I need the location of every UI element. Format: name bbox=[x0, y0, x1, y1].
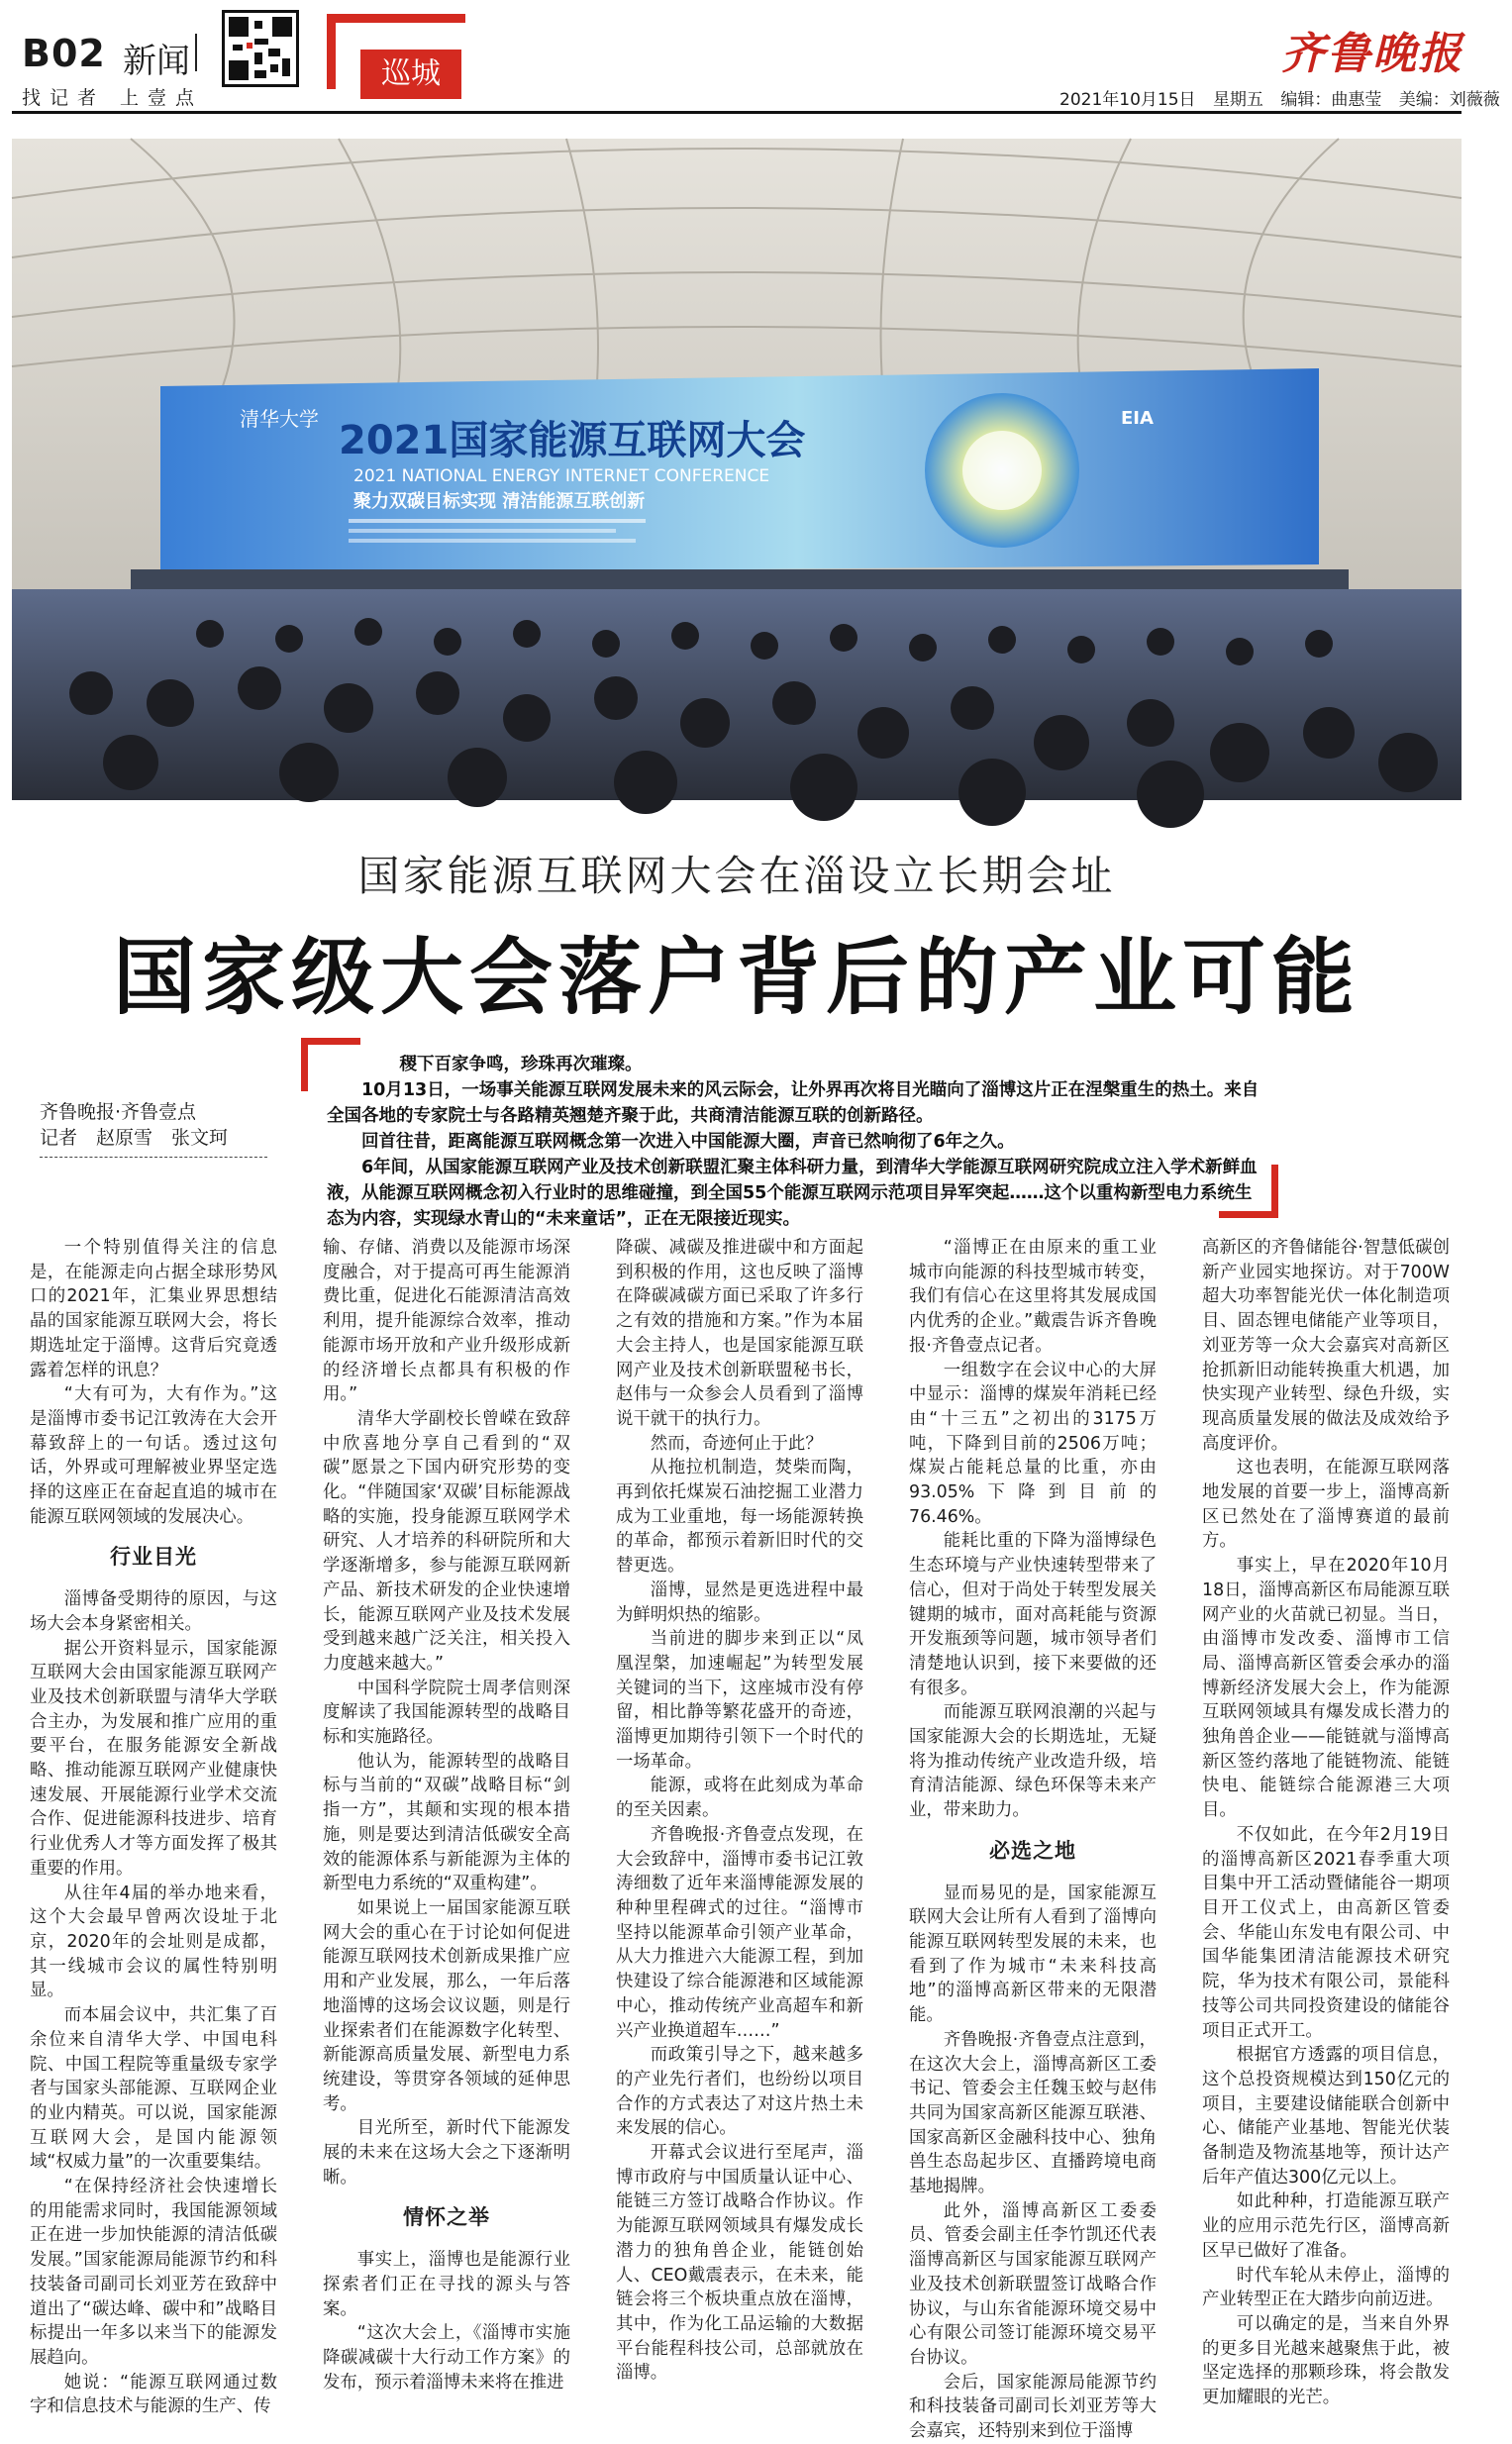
paragraph: “淄博正在由原来的重工业城市向能源的科技型城市转变，我们有信心在这里将其发展成国内优秀的企业。”戴震告诉齐鲁晚报·齐鲁壹点记者。 bbox=[909, 1238, 1157, 1356]
byline-outlet: 齐鲁晚报·齐鲁壹点 bbox=[40, 1101, 197, 1123]
paragraph: 会后，国家能源局能源节约和科技装备司副司长刘亚芳等大会嘉宾，还特别来到位于淄博 bbox=[909, 2372, 1157, 2442]
lead-paragraph bbox=[327, 1052, 1265, 1232]
subhead-chosen-place: 必选之地 bbox=[989, 1838, 1076, 1863]
paragraph: 高新区的齐鲁储能谷·智慧低碳创新产业园实地探访。对于700W超大功率智能光伏一体化制造项目、固态锂电储能产业等项目，刘亚芳等一众大会嘉宾对高新区抢抓新旧动能转换重大机遇，加快实现产业转型、绿色升级，实现高质量发展的做法及成效给予高度评价。 bbox=[1202, 1238, 1450, 1454]
paragraph: 根据官方透露的项目信息，这个总投资规模达到150亿元的项目，主要建设储能联合创新中心、储能产业基地、智能光伏装备制造及物流基地等，预计达产后年产值达300亿元以上。 bbox=[1202, 2045, 1450, 2188]
editor-credit: 编辑：曲惠莹 bbox=[1280, 90, 1382, 110]
paragraph: 而政策引导之下，越来越多的产业先行者们，也纷纷以项目合作的方式表达了对这片热土未来发展的信心。 bbox=[616, 2045, 863, 2139]
lead-line: 回首往昔，距离能源互联网概念第一次进入中国能源大圈，声音已然响彻了6年之久。 bbox=[361, 1132, 1015, 1152]
paragraph: 事实上，早在2020年10月18日，淄博高新区布局能源互联网产业的火苗就已初显。当日，由淄博市发改委、淄博市工信局、淄博高新区管委会承办的淄博新经济发展大会上，作为能源互联网领域具有爆发成长潜力的独角兽企业——能链就与淄博高新区签约落地了能链物流、能链快电、能链综合能源港三大项目。 bbox=[1202, 1556, 1450, 1821]
paragraph: “在保持经济社会快速增长的用能需求同时，我国能源领域正在进一步加快能源的清洁低碳发展。”国家能源局能源节约和科技装备司副司长刘亚芳在致辞中道出了“碳达峰、碳中和”战略目标提出一年多以来当下的能源发展趋向。 bbox=[30, 2177, 277, 2368]
paragraph: 而能源互联网浪潮的兴起与国家能源大会的长期选址，无疑将为推动传统产业改造升级，培育清洁能源、绿色环保等未来产业，带来助力。 bbox=[909, 1702, 1157, 1821]
stage-title: 2021国家能源互联网大会 bbox=[339, 418, 806, 463]
paragraph: 一组数字在会议中心的大屏中显示：淄博的煤炭年消耗已经由“十三五”之初出的3175万吨，下降到目前的2506万吨；煤炭占能耗总量的比重，亦由93.05%下降到目前的76.46%。 bbox=[909, 1360, 1157, 1527]
paragraph: 这也表明，在能源互联网落地发展的首要一步上，淄博高新区已然处在了淄博赛道的最前方。 bbox=[1202, 1458, 1450, 1552]
paragraph: 如此种种，打造能源互联产业的应用示范先行区，淄博高新区早已做好了准备。 bbox=[1202, 2191, 1450, 2261]
subhead-sentiment: 情怀之举 bbox=[403, 2205, 490, 2230]
article-body bbox=[30, 1236, 1456, 2442]
paragraph: 淄博备受期待的原因，与这场大会本身紧密相关。 bbox=[30, 1589, 277, 1634]
stage-slogan: 聚力双碳目标实现 清洁能源互联创新 bbox=[353, 491, 646, 512]
paragraph: 降碳、减碳及推进碳中和方面起到积极的作用，这也反映了淄博在降碳减碳方面已采取了许多行之有效的措施和方案。”作为本届大会主持人，也是国家能源互联网产业及技术创新联盟秘书长，赵伟与一众参会人员看到了淄博说干就干的执行力。 bbox=[616, 1238, 863, 1429]
column-4 bbox=[909, 1236, 1157, 2442]
page-code: B02 bbox=[22, 32, 106, 75]
paragraph: 从往年4届的举办地来看，这个大会最早曾两次设址于北京，2020年的会址则是成都，其一线城市会议的属性特别明显。 bbox=[30, 1883, 277, 2001]
paragraph: “这次大会上，《淄博市实施降碳减碳十大行动工作方案》的发布，预示着淄博未来将在推进 bbox=[323, 2323, 570, 2393]
section-tag-label: 巡城 bbox=[360, 50, 461, 99]
byline-reporters: 记者 赵原雪 张文珂 bbox=[40, 1127, 229, 1149]
paragraph: 显而易见的是，国家能源互联网大会让所有人看到了淄博向能源互联网转型发展的未来，也看到了作为城市“未来科技高地”的淄博高新区带来的无限潜能。 bbox=[909, 1883, 1157, 2026]
paragraph: “大有可为，大有作为。”这是淄博市委书记江敦涛在大会开幕致辞上的一句话。透过这句话，外界或可理解被业界坚定选择的这座正在奋起直追的城市在能源互联网领域的发展决心。 bbox=[30, 1384, 277, 1527]
column-2 bbox=[323, 1236, 570, 2393]
lead-line: 6年间，从国家能源互联网产业及技术创新联盟汇聚主体科研力量，到清华大学能源互联网研究院成立注入学术新鲜血液，从能源互联网概念初入行业时的思维碰撞，到全国55个能源互联网示范项目异军突起……这个以重构新型电力系统生态为内容，实现绿水青山的“未来童话”，正在无限接近现实。 bbox=[327, 1158, 1258, 1229]
paragraph: 可以确定的是，当来自外界的更多目光越来越聚焦于此，被坚定选择的那颗珍珠，将会散发更加耀眼的光芒。 bbox=[1202, 2313, 1450, 2408]
main-headline: 国家级大会落户背后的产业可能 bbox=[112, 929, 1361, 1026]
paragraph: 开幕式会议进行至尾声，淄博市政府与中国质量认证中心、能链三方签订战略合作协议。作为能源互联网领域具有爆发成长潜力的独角兽企业，能链创始人、CEO戴震表示，在未来，能链会将三个板块重点放在淄博，其中，作为化工品运输的大数据平台能程科技公司，总部就放在淄博。 bbox=[616, 2143, 863, 2384]
paragraph: 此外，淄博高新区工委委员、管委会副主任李竹凯还代表淄博高新区与国家能源互联网产业及技术创新联盟签订战略合作协议，与山东省能源环境交易中心有限公司签订能源环境交易平台协议。 bbox=[909, 2200, 1157, 2368]
section-tag bbox=[327, 14, 465, 89]
paragraph: 目光所至，新时代下能源发展的未来在这场大会之下逐渐明晰。 bbox=[323, 2118, 570, 2188]
designer-credit: 美编：刘薇薇 bbox=[1398, 90, 1500, 110]
lead-line: 10月13日，一场事关能源互联网发展未来的风云际会，让外界再次将目光瞄向了淄博这片正在涅槃重生的热土。来自全国各地的专家院士与各路精英翘楚齐聚于此，共商清洁能源互联的创新路径。 bbox=[327, 1080, 1260, 1126]
byline-divider bbox=[40, 1157, 267, 1158]
masthead-rule bbox=[12, 111, 1462, 114]
paragraph: 据公开资料显示，国家能源互联网大会由国家能源互联网产业及技术创新联盟与清华大学联合主办，为发展和推广应用的重要平台，在服务能源安全新战略、推动能源互联网产业健康快速发展、开展能源行业学术交流合作、促进能源科技进步、培育行业优秀人才等方面发挥了极其重要的作用。 bbox=[30, 1638, 277, 1879]
lead-bracket-top bbox=[301, 1038, 308, 1091]
newspaper-logo: 齐鲁晚报 bbox=[1281, 29, 1463, 79]
subhead-industry-focus: 行业目光 bbox=[110, 1545, 197, 1570]
lead-line: 稷下百家争鸣，珍珠再次璀璨。 bbox=[399, 1055, 643, 1074]
qr-code-icon[interactable] bbox=[222, 10, 299, 87]
paragraph: 淄博，显然是更选进程中最为鲜明炽热的缩影。 bbox=[616, 1579, 863, 1625]
paragraph: 不仅如此，在今年2月19日的淄博高新区2021春季重大项目集中开工活动暨储能谷一期项目开工仪式上，由高新区管委会、华能山东发电有限公司、中国华能集团清洁能源技术研究院，华为技术有限公司，景能科技等公司共同投资建设的储能谷项目正式开工。 bbox=[1202, 1824, 1450, 2041]
dateline bbox=[1059, 85, 1512, 110]
lead-bracket-bottom bbox=[1271, 1165, 1278, 1218]
slogan: 找记者 上壹点 bbox=[22, 87, 204, 109]
paragraph: 齐鲁晚报·齐鲁壹点注意到，在这次大会上，淄博高新区工委书记、管委会主任魏玉蛟与赵伟共同为国家高新区能源互联港、国家高新区金融科技中心、独角兽生态岛起步区、直播跨境电商基地揭牌。 bbox=[909, 2029, 1157, 2197]
paragraph: 当前进的脚步来到正以“凤凰涅槃，加速崛起”为转型发展关键词的当下，这座城市没有停留，相比静等繁花盛开的奇迹，淄博更加期待引领下一个时代的一场革命。 bbox=[616, 1629, 863, 1772]
column-1 bbox=[30, 1236, 277, 2417]
stage-left-logo: 清华大学 bbox=[240, 407, 319, 431]
paragraph: 她说：“能源互联网通过数字和信息技术与能源的生产、传 bbox=[30, 2372, 277, 2417]
stage-title-en: 2021 NATIONAL ENERGY INTERNET CONFERENCE bbox=[353, 466, 770, 486]
paragraph: 如果说上一届国家能源互联网大会的重心在于讨论如何促进能源互联网技术创新成果推广应用和产业发展，那么，一年后落地淄博的这场会议议题，则是行业探索者们在能源数字化转型、新能源高质量发展、新型电力系统建设，等贯穿各领域的延伸思考。 bbox=[323, 1897, 570, 2114]
issue-date: 2021年10月15日 bbox=[1059, 90, 1196, 110]
headline-kicker: 国家能源互联网大会在淄设立长期会址 bbox=[357, 852, 1116, 900]
paragraph: 一个特别值得关注的信息是，在能源走向占据全球形势风口的2021年，汇集业界思想结晶的国家能源互联网大会，将长期选址定于淄博。这背后究竟透露着怎样的讯息？ bbox=[30, 1238, 277, 1380]
paragraph: 从拖拉机制造，焚柴而陶，再到依托煤炭石油挖掘工业潜力成为工业重地，每一场能源转换的革命，都预示着新旧时代的交替更选。 bbox=[616, 1458, 863, 1577]
paragraph: 事实上，淄博也是能源行业探索者们正在寻找的源头与答案。 bbox=[323, 2250, 570, 2319]
masthead-divider bbox=[195, 34, 197, 71]
paragraph: 清华大学副校长曾嵘在致辞中欣喜地分享自己看到的“双碳”愿景之下国内研究形势的变化。“伴随国家‘双碳’目标能源战略的实施，投身能源互联网学术研究、人才培养的科研院所和大学逐渐增多，参与能源互联网新产品、新技术研发的企业快速增长，能源互联网产业及技术发展受到越来越广泛关注，相关投入力度越来越大。” bbox=[323, 1408, 570, 1674]
paragraph: 能源，或将在此刻成为革命的至关因素。 bbox=[616, 1776, 863, 1821]
paragraph: 输、存储、消费以及能源市场深度融合，对于提高可再生能源消费比重，促进化石能源清洁高效利用，提升能源综合效率，推动能源市场开放和产业升级形成新的经济增长点都具有积极的作用。” bbox=[323, 1238, 570, 1405]
issue-weekday: 星期五 bbox=[1212, 90, 1263, 110]
paragraph: 齐鲁晚报·齐鲁壹点发现，在大会致辞中，淄博市委书记江敦涛细数了近年来淄博能源发展的种种里程碑式的过往。“淄博市坚持以能源革命引领产业革命，从大力推进六大能源工程，到加快建设了综合能源港和区域能源中心，推动传统产业高超车和新兴产业换道超车……” bbox=[616, 1824, 863, 2041]
paragraph: 中国科学院院士周孝信则深度解读了我国能源转型的战略目标和实施路径。 bbox=[323, 1678, 570, 1748]
masthead bbox=[0, 0, 1500, 110]
stage-right-logo: EIA bbox=[1121, 408, 1154, 429]
paragraph: 而本届会议中，共汇集了百余位来自清华大学、中国电科院、中国工程院等重量级专家学者与国家头部能源、互联网企业的业内精英。可以说，国家能源互联网大会，是国内能源领域“权威力量”的一次重要集结。 bbox=[30, 2005, 277, 2173]
column-3 bbox=[616, 1236, 863, 2384]
paragraph: 时代车轮从未停止，淄博的产业转型正在大踏步向前迈进。 bbox=[1202, 2265, 1450, 2310]
paragraph: 然而，奇迹何止于此？ bbox=[650, 1433, 823, 1454]
byline bbox=[40, 1099, 228, 1151]
section-name: 新闻 bbox=[123, 42, 190, 81]
column-5 bbox=[1202, 1236, 1450, 2408]
paragraph: 能耗比重的下降为淄博绿色生态环境与产业快速转型带来了信心，但对于尚处于转型发展关键期的城市，面对高耗能与资源开发瓶颈等问题，城市领导者们清楚地认识到，接下来要做的还有很多。 bbox=[909, 1531, 1157, 1698]
conference-photo bbox=[12, 139, 1462, 800]
paragraph: 他认为，能源转型的战略目标与当前的“双碳”战略目标“剑指一方”，其颠和实现的根本措施，则是要达到清洁低碳安全高效的能源体系与新能源为主体的新型电力系统的“双重构建”。 bbox=[323, 1751, 570, 1894]
